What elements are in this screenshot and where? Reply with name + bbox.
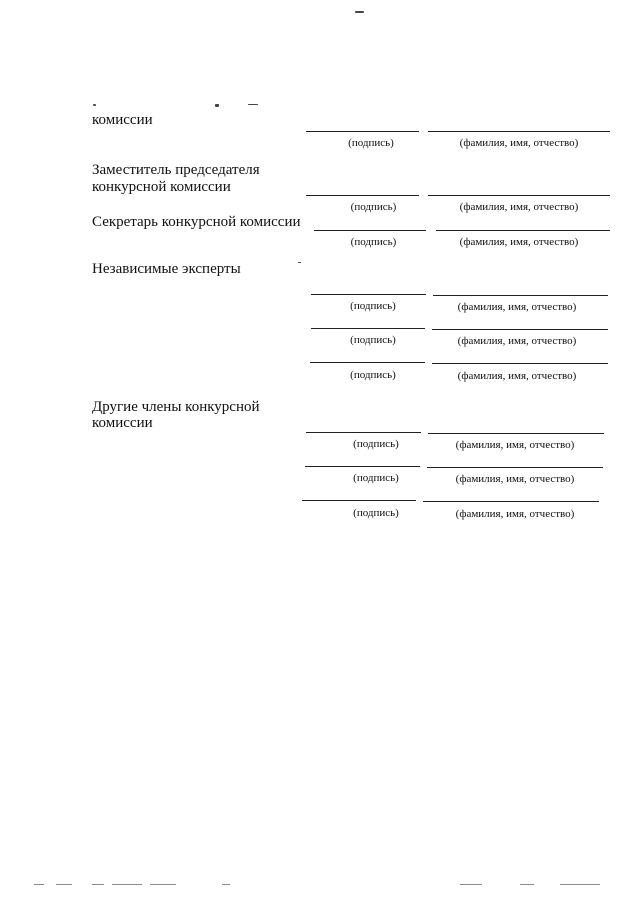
expert3-name-caption: (фамилия, имя, отчество) [457,370,577,382]
member2-signature-line[interactable] [305,466,420,467]
member3-signature-caption: (подпись) [353,507,399,519]
deputy-label-line1: Заместитель председателя [92,162,260,178]
scan-noise [460,884,482,885]
scan-noise [150,884,176,885]
expert1-signature-caption: (подпись) [350,300,396,312]
deputy-signature-caption: (подпись) [350,201,397,213]
scan-noise [112,884,142,885]
expert2-signature-caption: (подпись) [350,334,396,346]
member2-name-line[interactable] [427,467,603,468]
member3-name-caption: (фамилия, имя, отчество) [455,508,575,520]
member1-name-caption: (фамилия, имя, отчество) [455,439,575,451]
scan-noise [560,884,600,885]
expert3-name-line[interactable] [432,363,608,364]
chair-signature-caption: (подпись) [348,137,394,149]
member3-signature-line[interactable] [302,500,416,501]
scan-noise [56,884,72,885]
expert3-signature-caption: (подпись) [350,369,396,381]
scan-noise [222,884,230,885]
others-label-line1: Другие члены конкурсной [92,399,260,415]
secretary-name-line[interactable] [436,230,610,231]
scan-noise [520,884,534,885]
expert2-name-caption: (фамилия, имя, отчество) [457,335,577,347]
secretary-signature-line[interactable] [314,230,426,231]
expert1-name-caption: (фамилия, имя, отчество) [457,301,577,313]
member1-name-line[interactable] [428,433,604,434]
scan-mark [248,104,258,105]
scan-mark [298,262,301,263]
experts-label: Независимые эксперты [92,261,241,277]
deputy-name-line[interactable] [428,195,610,196]
scan-noise [92,884,104,885]
scan-noise [34,884,44,885]
member1-signature-caption: (подпись) [353,438,399,450]
expert2-name-line[interactable] [432,329,608,330]
expert2-signature-line[interactable] [311,328,425,329]
secretary-label: Секретарь конкурсной комиссии [92,214,301,230]
deputy-signature-line[interactable] [306,195,419,196]
chair-signature-line[interactable] [306,131,419,132]
scan-mark [215,104,219,107]
secretary-signature-caption: (подпись) [350,236,397,248]
chair-label: комиссии [92,112,153,128]
scan-mark [355,11,364,13]
others-label-line2: комиссии [92,415,153,431]
scan-mark [93,104,96,106]
expert1-signature-line[interactable] [311,294,426,295]
member2-signature-caption: (подпись) [353,472,399,484]
deputy-name-caption: (фамилия, имя, отчество) [459,201,579,213]
member3-name-line[interactable] [423,501,599,502]
secretary-name-caption: (фамилия, имя, отчество) [459,236,579,248]
member2-name-caption: (фамилия, имя, отчество) [455,473,575,485]
deputy-label-line2: конкурсной комиссии [92,179,231,195]
expert3-signature-line[interactable] [310,362,425,363]
chair-name-caption: (фамилия, имя, отчество) [459,137,579,149]
expert1-name-line[interactable] [433,295,608,296]
chair-name-line[interactable] [428,131,610,132]
member1-signature-line[interactable] [306,432,421,433]
